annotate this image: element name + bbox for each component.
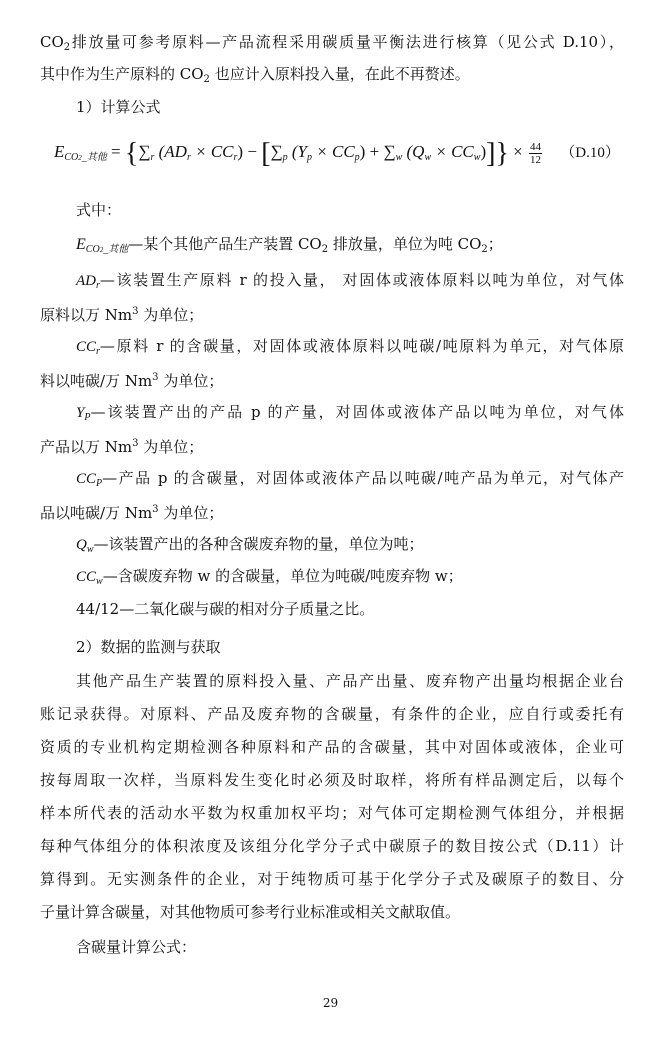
definition-ad-line-2 [40, 302, 203, 325]
paragraph-text: 也应计入原料投入量，在此不再赘述。 [209, 65, 470, 83]
formula-cc-w: × CC [431, 142, 474, 161]
formula-sum-1-sub: r [150, 152, 155, 163]
formula-cc-p: × CC [312, 142, 355, 161]
paragraph-2-line-5: 样本所代表的活动水平数为权重加权平均；对气体可定期检测气体组分，并根据 [40, 804, 624, 822]
def-ccr-text2: 料以吨碳/万 Nm [40, 372, 153, 390]
def-y-var: Y [76, 405, 85, 421]
formula-close-brace: } [495, 138, 509, 169]
paragraph-2-line-7: 算得到。无实测条件的企业，对于纯物质可基于化学分子式及碳原子的数目、分 [40, 870, 624, 888]
formula-d10 [54, 138, 654, 180]
def-ccp-var: CC [76, 471, 97, 487]
def-ccp-text2-post: 为单位； [158, 504, 224, 522]
paragraph-2-line-4: 按每周取一次样，当原料发生变化时必须及时取样，将所有样品测定后，以每个 [40, 771, 624, 789]
definition-ccr-line-2 [40, 368, 223, 391]
def-e-sub-2: 2 [99, 246, 104, 254]
formula-lhs-sub [64, 152, 106, 163]
formula-plus: + [369, 142, 380, 161]
definition-ccp-line-2 [40, 500, 223, 523]
def-ccw-text: —含碳废弃物 w 的含碳量，单位为吨碳/吨废弃物 w； [102, 567, 463, 585]
formula-paren-close: ) [480, 142, 487, 161]
def-e-text-rest: 排放量，单位为吨 CO [328, 235, 482, 253]
def-ccw-var: CC [76, 569, 97, 585]
def-e-sub-other: _其他 [103, 244, 129, 255]
def-ad-text2-post: 为单位； [138, 306, 204, 324]
formula-paren-close: ) [237, 142, 244, 161]
formula-minus: − [247, 142, 257, 161]
formula-intro: 含碳量计算公式： [76, 938, 197, 956]
formula-lhs-var: E [54, 142, 65, 161]
formula-fraction [529, 141, 542, 166]
formula-cc-r: × CC [190, 142, 234, 161]
def-y-sub: P [84, 412, 91, 423]
def-e-text-sub: 2 [321, 244, 329, 255]
def-ad-text2: 原料以万 Nm [40, 306, 133, 324]
paragraph-text: 排放量可参考原料—产品流程采用碳质量平衡法进行核算（见公式 D.10）， [70, 33, 624, 51]
definition-q [76, 534, 424, 560]
fraction-denominator: 12 [529, 153, 541, 166]
fraction-numerator: 44 [529, 140, 541, 153]
formula-sum-3: ∑ [383, 142, 396, 161]
def-e-sub-co: CO [85, 244, 100, 255]
paragraph-2-line-8: 子量计算含碳量，对其他物质可参考行业标准或相关文献取值。 [40, 903, 461, 921]
def-e-text: —某个其他产品生产装置 CO [128, 235, 322, 253]
formula-close-bracket: ] [486, 138, 496, 169]
def-e-var: E [76, 236, 86, 253]
def-ccp-sup: 3 [152, 504, 159, 515]
formula-sum-1: ∑ [138, 142, 151, 161]
def-ccp-text2: 品以吨碳/万 Nm [40, 504, 153, 522]
formula-lhs-sub-co: CO [64, 152, 79, 163]
formula-cc-w-sub: w [473, 152, 481, 163]
paragraph-2-line-6: 每种气体组分的体积浓度及该组分化学分子式中碳原子的数目按公式（D.11）计 [40, 837, 624, 855]
def-q-sub: w [86, 544, 94, 555]
paragraph-1-line-2 [40, 64, 470, 90]
def-q-var: Q [76, 537, 87, 553]
def-ccr-text: —原料 r 的含碳量，对固体或液体原料以吨碳/吨原料为单元，对气体原 [99, 337, 624, 355]
formula-lhs-sub-other: _其他 [81, 152, 107, 163]
def-e-text-sub-end: 2 [481, 244, 488, 255]
formula-cc-r-sub: r [233, 152, 238, 163]
def-ccr-var: CC [76, 339, 97, 355]
formula-cc-p-sub: p [354, 152, 360, 163]
definition-ccr-line-1 [76, 336, 624, 362]
def-y-text2-post: 为单位； [138, 438, 204, 456]
paragraph-2-line-1: 其他产品生产装置的原料投入量、产品产出量、废弃物产出量均根据企业台 [76, 672, 624, 690]
def-ccr-text2-post: 为单位； [158, 372, 224, 390]
def-q-text: —该装置产出的各种含碳废弃物的量，单位为吨； [93, 535, 424, 553]
formula-times: × [513, 142, 523, 161]
def-ad-var: AD [76, 273, 96, 289]
formula-ad: (AD [158, 142, 187, 161]
formula-q: (Q [406, 142, 425, 161]
def-ccp-text: —产品 p 的含碳量，对固体或液体产品以吨碳/吨产品为单元，对气体产 [102, 469, 624, 487]
def-y-sup: 3 [132, 438, 139, 449]
formula-sum-2: ∑ [270, 142, 283, 161]
section-heading-1: 1）计算公式 [76, 98, 161, 116]
def-ad-text: —该装置生产原料 r 的投入量， 对固体或液体原料以吨为单位，对气体 [99, 271, 624, 289]
definition-ccp-line-1 [76, 468, 624, 494]
def-ad-sub: r [96, 280, 100, 291]
definition-y-line-2 [40, 434, 203, 457]
def-ccr-sub: r [96, 346, 100, 357]
definition-ccw [76, 566, 463, 592]
subscript-2: 2 [63, 42, 71, 53]
definition-ad-line-1 [76, 270, 624, 296]
def-ccr-sup: 3 [152, 372, 159, 383]
where-label: 式中： [76, 201, 122, 219]
formula-sum-2-sub: p [282, 152, 288, 163]
formula-paren-close: ) [359, 142, 366, 161]
definition-y-line-1 [76, 402, 624, 428]
definition-e [76, 234, 503, 260]
paragraph-2-line-3: 资质的专业机构定期检测各种原料和产品的含碳量，其中对固体或液体，企业可 [40, 738, 624, 756]
def-y-text: —该装置产出的产品 p 的产量，对固体或液体产品以吨为单位，对气体 [90, 403, 624, 421]
def-y-text2: 产品以万 Nm [40, 438, 133, 456]
formula-open-bracket: [ [261, 138, 271, 169]
formula-lhs-sub-2: 2 [78, 154, 82, 162]
formula-y-sub: p [307, 152, 313, 163]
def-ccw-sub: w [96, 576, 103, 587]
formula-open-brace: { [124, 138, 139, 169]
formula-sum-3-sub: w [395, 152, 403, 163]
section-heading-2: 2）数据的监测与获取 [76, 638, 221, 656]
page-number: 29 [322, 996, 339, 1010]
formula-label: （D.10） [560, 145, 620, 161]
subscript-2: 2 [203, 74, 210, 85]
def-ad-sup: 3 [132, 306, 139, 317]
formula-y: (Y [291, 142, 308, 161]
formula-ad-sub: r [186, 152, 191, 163]
def-ccp-sub: P [96, 478, 103, 489]
text-co: CO [40, 33, 64, 51]
paragraph-2-line-2: 账记录获得。对原料、产品及废弃物的含碳量，有条件的企业，应自行或委托有 [40, 705, 624, 723]
def-e-sub [86, 244, 128, 255]
formula-q-sub: w [424, 152, 432, 163]
def-e-text-end: ； [487, 235, 503, 253]
paragraph-text: 其中作为生产原料的 CO [40, 65, 204, 83]
formula-equals: = [111, 142, 121, 161]
definition-ratio: 44/12—二氧化碳与碳的相对分子质量之比。 [76, 600, 375, 618]
paragraph-1-line-1 [40, 32, 624, 58]
